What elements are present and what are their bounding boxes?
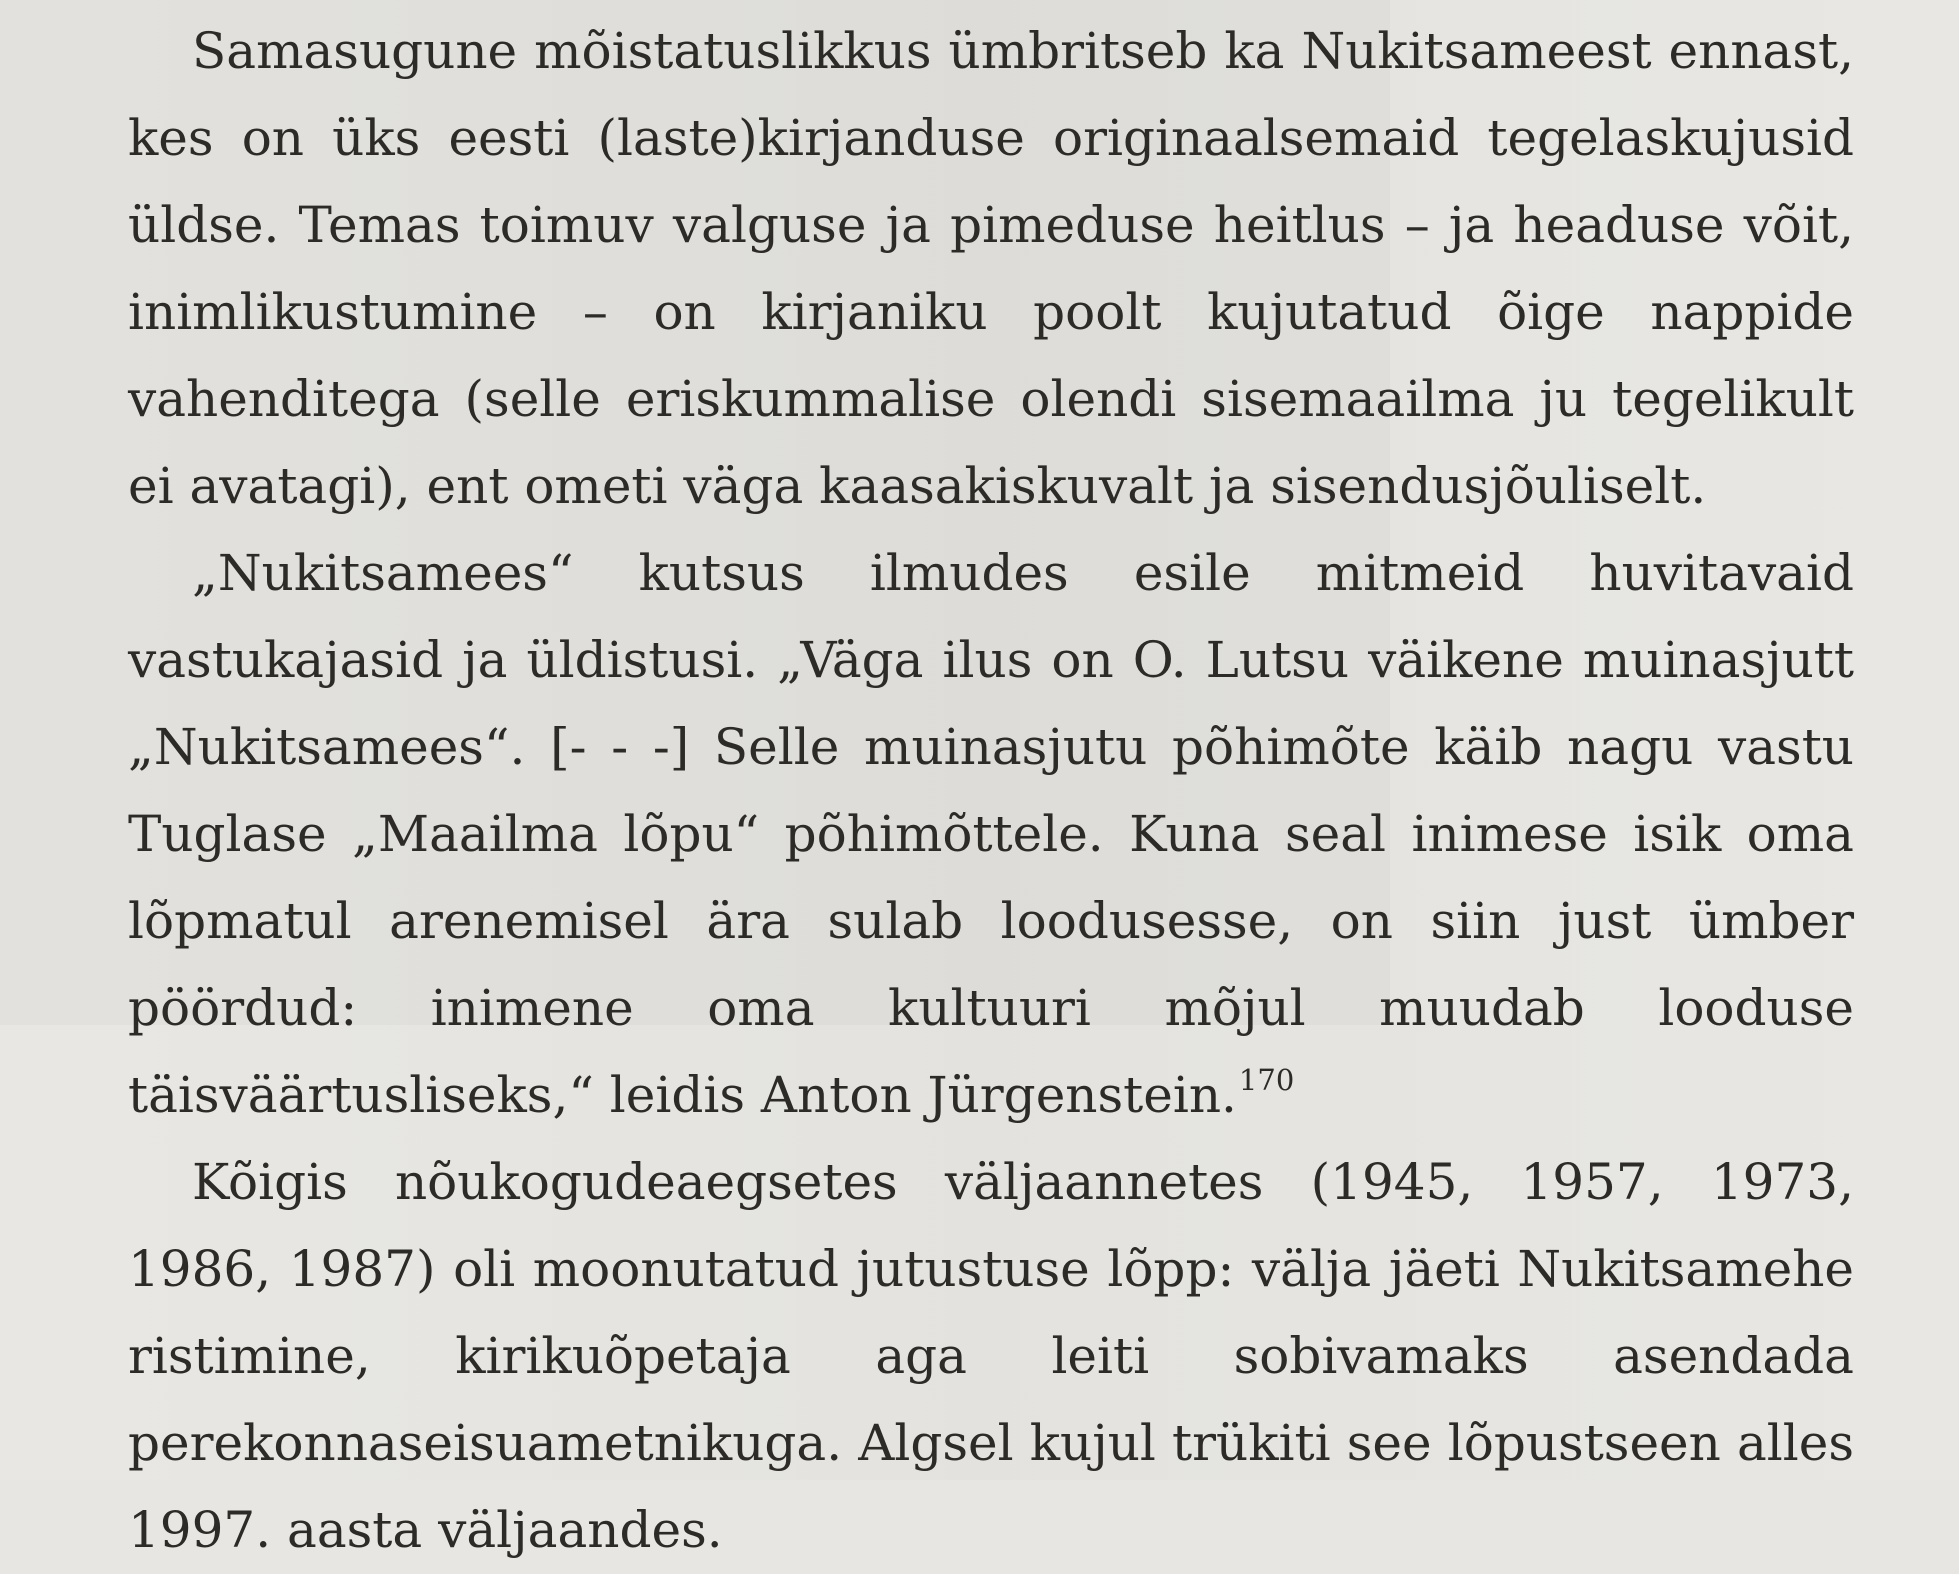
body-text [128,8,1854,1574]
paragraph-2 [128,530,1854,1139]
paragraph-3 [128,1139,1854,1574]
paragraph-1 [128,8,1854,530]
paragraph-1-text: Samasugune mõistatuslikkus ümbritseb ka Nukitsameest ennast, kes on üks eesti (laste)kirjanduse originaalsemaid tegelaskujusid üldse. Temas toimuv valguse ja pimeduse heitlus – ja headuse võit, inimlikustumine – on kirjaniku poolt kujutatud õige nappide vahenditega (selle eriskummalise olendi sisemaailma ju tegelikult ei avatagi), ent ometi väga kaasakiskuvalt ja sisendusjõuliselt. [128,22,1854,515]
paragraph-2-text: „Nukitsamees“ kutsus ilmudes esile mitmeid huvitavaid vastukajasid ja üldistusi. „Väga ilus on O. Lutsu väikene muinasjutt „Nukitsamees“. [- - -] Selle muinasjutu põhimõte käib nagu vastu Tuglase „Maailma lõpu“ põhimõttele. Kuna seal inimese isik oma lõpmatul arenemisel ära sulab loodusesse, on siin just ümber pöördud: inimene oma kultuuri mõjul muudab looduse täisväärtusliseks,“ leidis Anton Jürgenstein. [128,544,1854,1124]
paragraph-3-text: Kõigis nõukogudeaegsetes väljaannetes (1945, 1957, 1973, 1986, 1987) oli moonutatud jutustuse lõpp: välja jäeti Nukitsamehe ristimine, kirikuõpetaja aga leiti sobivamaks asendada perekonnaseisuametnikuga. Algsel kujul trükiti see lõpustseen alles 1997. aasta väljaandes. [128,1153,1854,1559]
footnote-marker[interactable]: 170 [1238,1063,1295,1097]
